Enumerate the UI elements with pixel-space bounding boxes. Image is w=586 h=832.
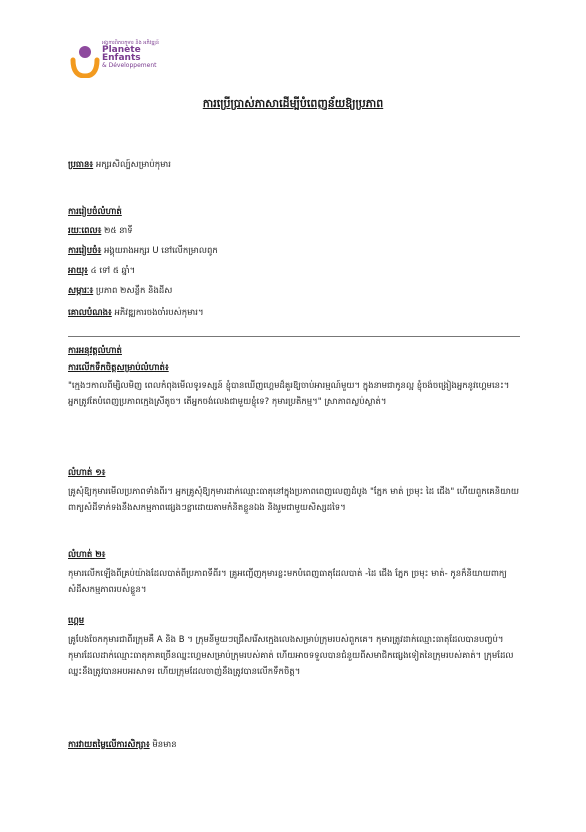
objective-value: អភិវឌ្ឍការចងចាំរបស់កុមារ។ (111, 308, 204, 318)
theme-label: ប្រធាន៖ (68, 160, 94, 170)
prep-row-setup (68, 244, 218, 258)
conduct-heading: ការអនុវត្តលំហាត់ (68, 346, 122, 356)
logo-khmer-text: អង្គការពិភពកុមារ និង អភិវឌ្ឍន៍ (102, 40, 160, 46)
theme-value: អក្សរសិល្ប៍សម្រាប់កុមារ (93, 160, 171, 170)
evaluation-label: ការវាយតម្លៃលើការសិក្សា៖ (68, 740, 150, 750)
duration-label: រយៈពេល៖ (68, 226, 102, 236)
prep-heading: ការរៀបចំលំហាត់ (68, 207, 122, 217)
game-text: គ្រូបែងចែកកុមារជាពីរក្រុមគឺ A និង B ។ ក្រុមនីមួយៗជ្រើសរើសក្មេងលេងសម្រាប់ក្រុមរបស់ពួកគេ។ កុមារត្រូវដាក់ឈ្មោះធាតុដែលបានបញ្ចប់។ កុមារដែលដាក់ឈ្មោះធាតុភាគច្រើនឈ្នះហ្គេមសម្រាប់ក្រុមរបស់គាត់ ហើយអាចទទួលបានជំនួយពីសមាជិកផ្សេងទៀតនៃក្រុមរបស់គាត់។ ក្រុមដែលឈ្នះនឹងត្រូវបានអបអរសាទរ ហើយក្រុមដែលចាញ់នឹងត្រូវបានលើកទឹកចិត្ត។ (68, 635, 514, 677)
logo-line-3: & Développement (102, 62, 157, 69)
prep-row-age (68, 264, 135, 278)
setup-value: អង្គុយរាងអក្សរ U នៅលើកម្រាលពូក (101, 246, 218, 256)
exercise-1-text: គ្រូសុំឱ្យកុមារមើលប្រភាពទាំងពីរ។ អ្នកគ្រូសុំឱ្យកុមារដាក់ឈ្មោះធាតុនៅក្នុងប្រភាពពេញលេញដំបូង "ភ្នែក មាត់ ច្រមុះ ដៃ ជើង" ហើយពួកគេនិយាយពាក្យសំដីទាក់ទងនឹងសកម្មភាពផ្សេងៗខ្លាដោយតាមកំនិតខ្លួនឯង និងរួមជាមួយសិស្សដទៃ។ (68, 487, 519, 513)
motivation-text: "ក្មេងៗកាលពីម្សិលមិញ ពេលកំពុងមើលទូរទស្សន៍ ខ្ញុំបានឃើញហ្គេមដ៏គួរឱ្យចាប់អារម្មណ៍មួយ។ ក្នុងនាមជាកូនល្អ ខ្ញុំចង់ចង្រៀងអ្នកនូវហ្គេមនេះ។ អ្នកត្រូវតែបំពេញប្រភាពក្មេងស្រីតូច។ តើអ្នកចង់លេងជាមួយខ្ញុំទេ? កុមារប្រតិកម្ម។" ស្រាភាពស្ងប់ស្ងាត់។ (68, 381, 510, 407)
prep-row-duration (68, 224, 133, 238)
evaluation-row (68, 738, 177, 752)
section-divider (68, 336, 520, 337)
materials-value: ប្រភាព ២សន្លឹក និងដីស (93, 286, 173, 296)
age-label: អាយុ៖ (68, 266, 88, 276)
logo-line-1: Planète (102, 45, 141, 55)
prep-row-materials (68, 284, 172, 298)
prep-row-objective (68, 306, 204, 320)
setup-label: ការរៀបចំ៖ (68, 246, 102, 256)
logo (68, 40, 198, 82)
game-heading: ហ្គេម (68, 616, 85, 626)
exercise-1-heading: លំហាត់ ១៖ (68, 468, 106, 478)
evaluation-value: មិនមាន (149, 740, 177, 750)
objective-label: គោលបំណង៖ (68, 308, 112, 318)
duration-value: ២៥ នាទី (101, 226, 133, 236)
age-value: ៤ ទៅ ៥ ឆ្នាំ។ (87, 266, 136, 276)
motivation-heading: ការលើកទឹកចិត្តសម្រាប់លំហាត់៖ (68, 363, 169, 373)
document-title: ការប្រើប្រាស់ភាសាដើម្បីបំពេញន័យឱ្យប្រភាព (202, 97, 384, 110)
theme-row (68, 158, 171, 172)
materials-label: សម្ភារៈ៖ (68, 286, 94, 296)
logo-mark-icon (68, 44, 102, 78)
logo-name (102, 46, 156, 70)
logo-line-2: Enfants (102, 53, 141, 63)
exercise-2-text: កុមារលើកឡើងពីគ្រប់យ៉ាងដែលបាត់ពីប្រភាពទីពីរ។ គ្រូអញ្ជើញកុមារខ្លះមកបំពេញធាតុដែលបាត់ -ដៃ ជើង ភ្នែក ច្រមុះ មាត់- កូនក៏និយាយពាក្យសំដីសកម្មភាពរបស់ខ្លួន។ (68, 569, 507, 595)
exercise-2-heading: លំហាត់ ២៖ (68, 550, 106, 560)
